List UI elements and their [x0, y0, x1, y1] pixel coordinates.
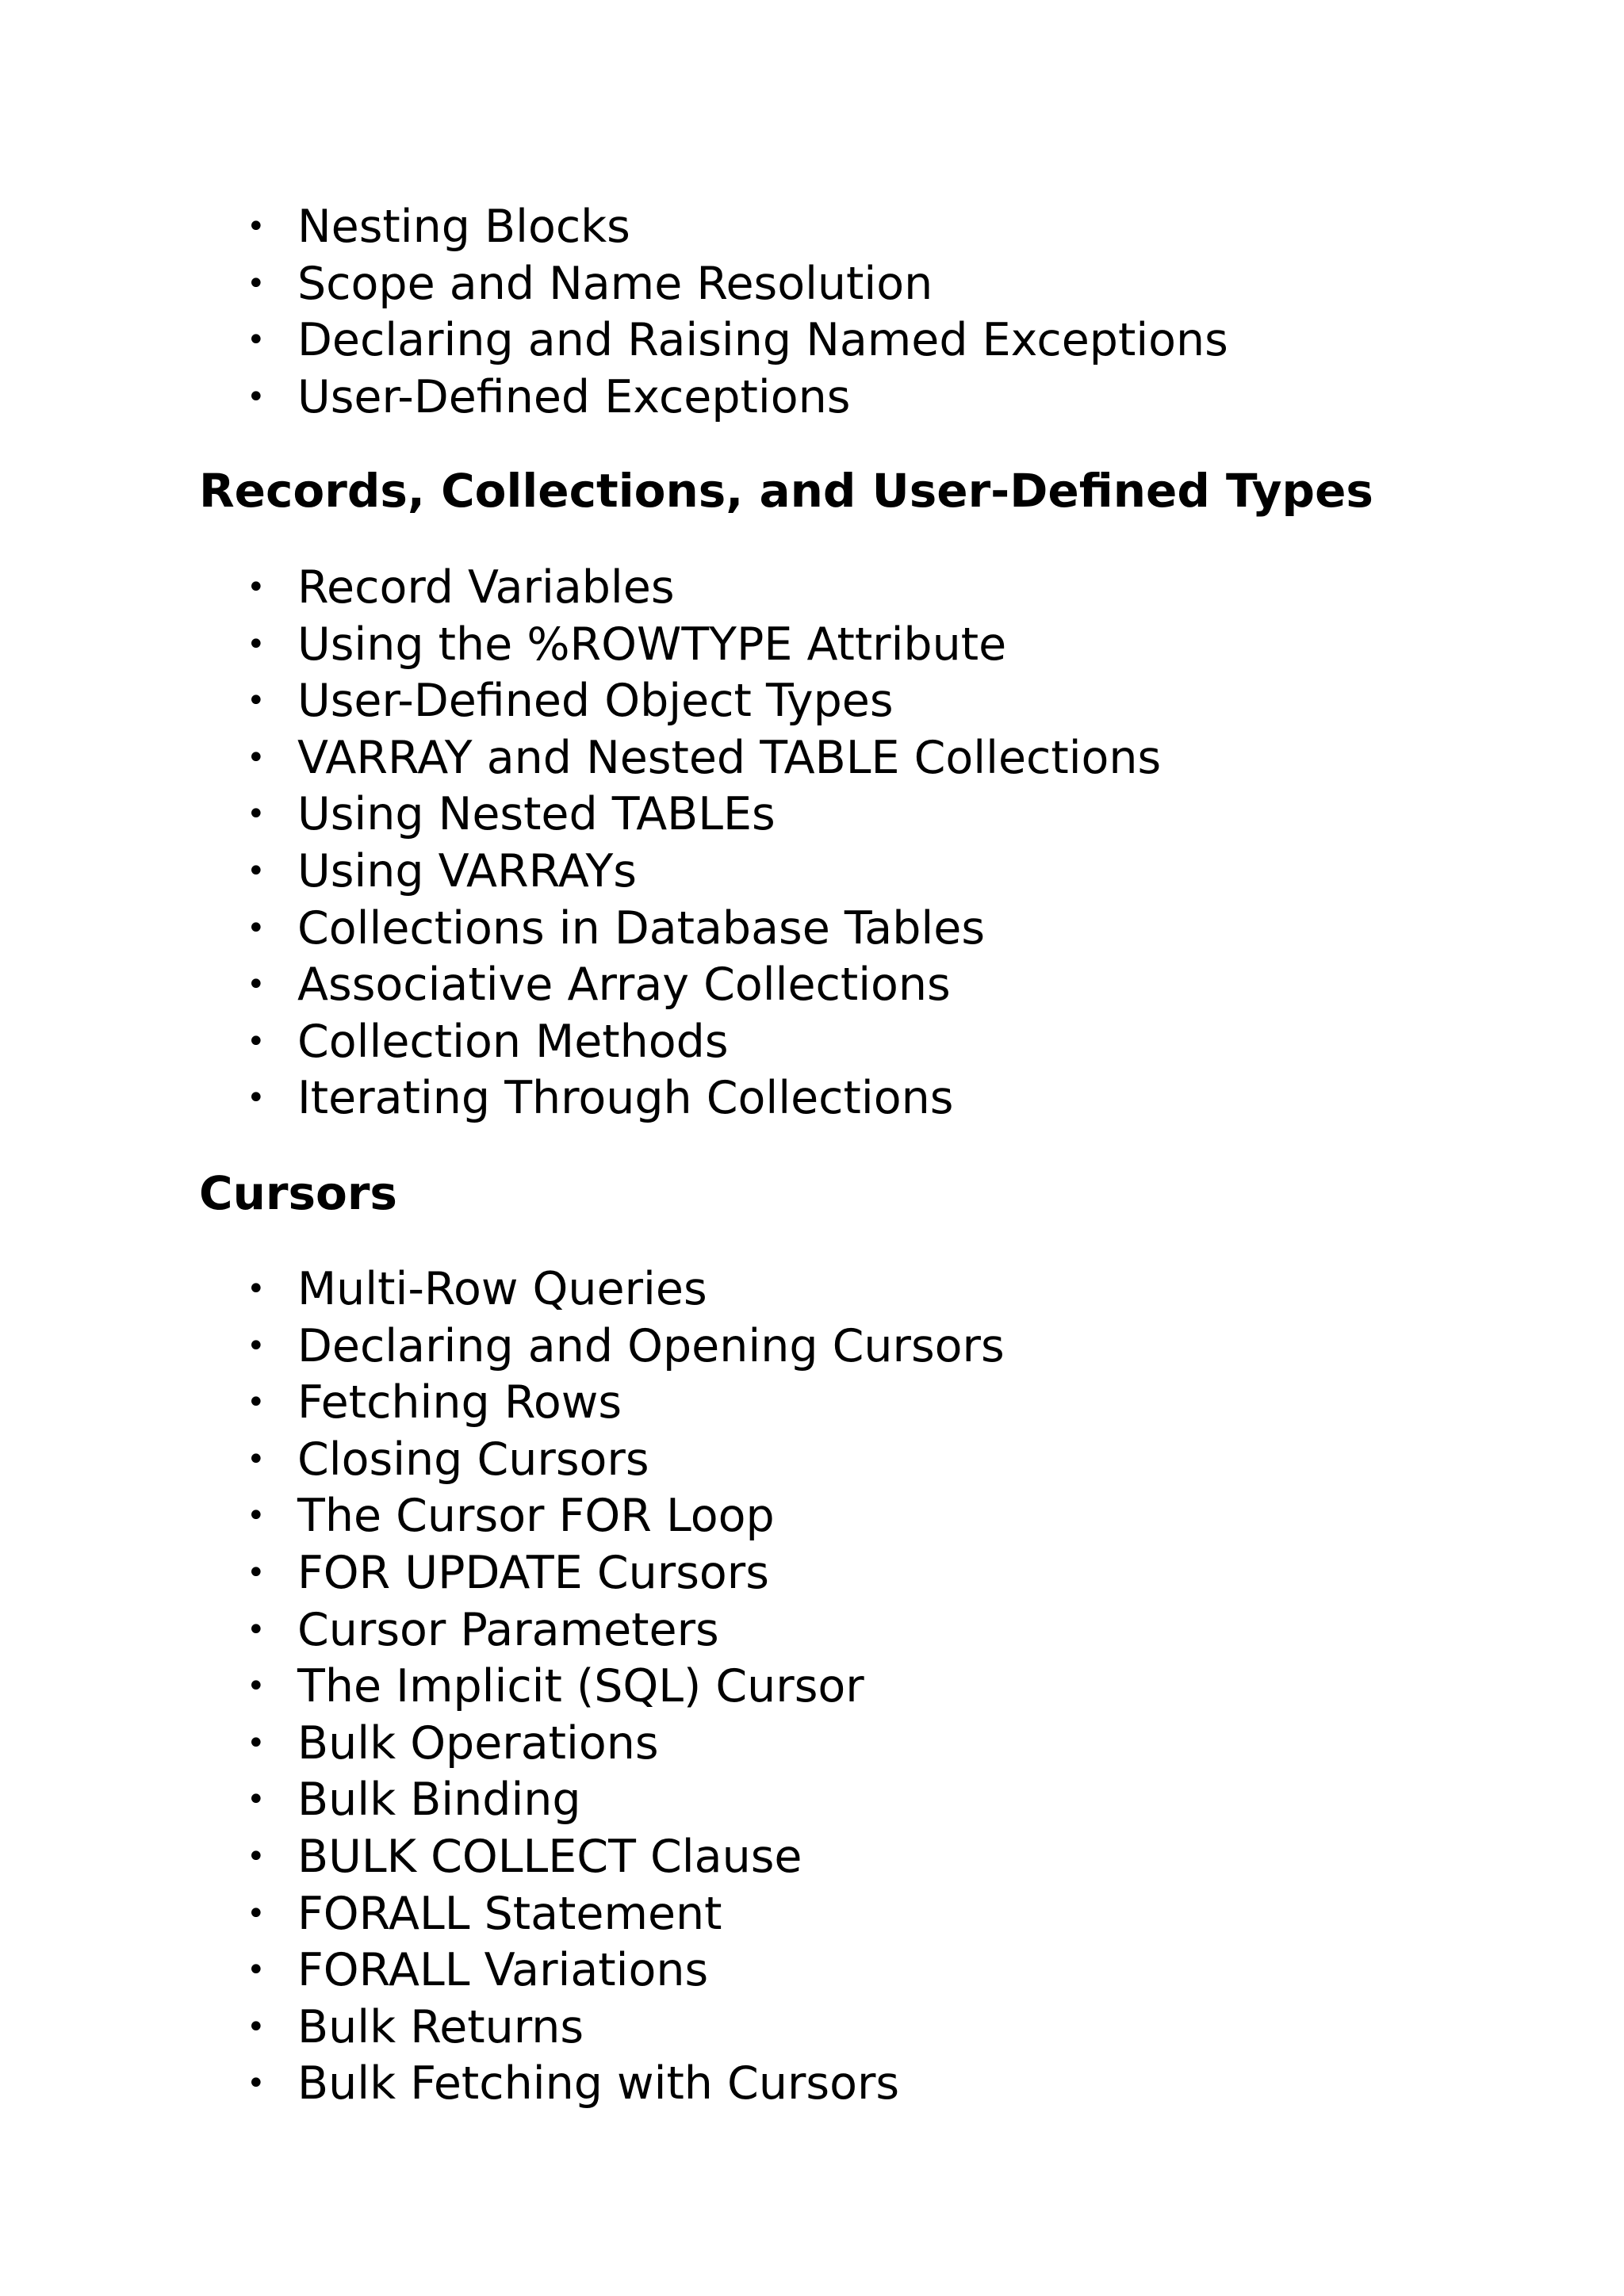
bullet-icon: •: [247, 265, 266, 302]
list-item-label: BULK COLLECT Clause: [297, 1830, 802, 1883]
list-item-label: FOR UPDATE Cursors: [297, 1546, 769, 1599]
section-heading-records: Records, Collections, and User-Defined Types: [199, 464, 1373, 518]
list-item-label: The Implicit (SQL) Cursor: [297, 1660, 864, 1713]
bullet-icon: •: [247, 378, 266, 415]
bullet-icon: •: [247, 569, 266, 606]
list-item-label: FORALL Statement: [297, 1887, 722, 1940]
list-item: [0, 1488, 1624, 1545]
list-item-label: The Cursor FOR Loop: [297, 1490, 775, 1543]
list-item: [0, 199, 1624, 256]
list-item: [0, 901, 1624, 958]
list-item: [0, 1999, 1624, 2057]
list-item-label: Record Variables: [297, 561, 675, 614]
list-item-label: Using Nested TABLEs: [297, 788, 776, 841]
list-item: [0, 1545, 1624, 1602]
list-item-label: Bulk Fetching with Cursors: [297, 2057, 900, 2110]
list-item: [0, 617, 1624, 674]
list-item-label: Iterating Through Collections: [297, 1072, 954, 1125]
list-item-label: User-Defined Object Types: [297, 675, 894, 728]
records-topic-list: [0, 560, 1624, 1127]
cursors-topic-list: [0, 1261, 1624, 2113]
list-item: [0, 1014, 1624, 1071]
list-item: [0, 1772, 1624, 1829]
list-item: [0, 957, 1624, 1014]
list-item-label: Bulk Binding: [297, 1774, 581, 1827]
bullet-icon: •: [247, 1668, 266, 1705]
list-item-label: Declaring and Raising Named Exceptions: [297, 314, 1228, 367]
bullet-icon: •: [247, 909, 266, 947]
list-item: [0, 730, 1624, 787]
list-item-label: Collection Methods: [297, 1015, 729, 1068]
list-item-label: Nesting Blocks: [297, 201, 630, 253]
bullet-icon: •: [247, 1781, 266, 1819]
list-item: [0, 1829, 1624, 1886]
list-item: [0, 673, 1624, 730]
list-item: [0, 844, 1624, 901]
list-item: [0, 1716, 1624, 1773]
list-item: [0, 2056, 1624, 2113]
bullet-icon: •: [247, 1271, 266, 1307]
list-item: [0, 1375, 1624, 1432]
bullet-icon: •: [247, 1023, 266, 1060]
list-item: [0, 1886, 1624, 1943]
list-item-label: Cursor Parameters: [297, 1603, 719, 1656]
list-item-label: Fetching Rows: [297, 1376, 622, 1429]
list-item-label: Bulk Operations: [297, 1716, 659, 1770]
bullet-icon: •: [247, 1441, 266, 1478]
list-item: [0, 1318, 1624, 1376]
list-item-label: Using VARRAYs: [297, 844, 638, 897]
list-item-label: User-Defined Exceptions: [297, 370, 851, 423]
bullet-icon: •: [247, 1611, 266, 1648]
bullet-icon: •: [247, 1498, 266, 1535]
list-item-label: VARRAY and Nested TABLE Collections: [297, 731, 1162, 784]
list-item-label: Multi-Row Queries: [297, 1263, 707, 1315]
list-item: [0, 1432, 1624, 1489]
list-item-label: Closing Cursors: [297, 1433, 649, 1486]
list-item: [0, 560, 1624, 617]
list-item-label: Declaring and Opening Cursors: [297, 1319, 1005, 1372]
list-item: [0, 1261, 1624, 1318]
bullet-icon: •: [247, 1952, 266, 1989]
list-item: [0, 1942, 1624, 1999]
bullet-icon: •: [247, 796, 266, 833]
bullet-icon: •: [247, 1080, 266, 1117]
bullet-icon: •: [247, 1895, 266, 1932]
bullet-icon: •: [247, 1554, 266, 1591]
list-item: [0, 1659, 1624, 1716]
bullet-icon: •: [247, 626, 266, 663]
bullet-icon: •: [247, 2008, 266, 2045]
list-item-label: Bulk Returns: [297, 2000, 584, 2053]
list-item: [0, 369, 1624, 427]
list-item: [0, 256, 1624, 313]
list-item-label: Collections in Database Tables: [297, 901, 986, 955]
bullet-icon: •: [247, 1327, 266, 1364]
bullet-icon: •: [247, 322, 266, 359]
bullet-icon: •: [247, 1384, 266, 1422]
list-item-label: Associative Array Collections: [297, 959, 951, 1012]
list-item-label: FORALL Variations: [297, 1944, 709, 1997]
bullet-icon: •: [247, 852, 266, 890]
list-item-label: Scope and Name Resolution: [297, 257, 933, 310]
exceptions-topic-list: [0, 199, 1624, 426]
list-item-label: Using the %ROWTYPE Attribute: [297, 618, 1007, 671]
bullet-icon: •: [247, 966, 266, 1004]
list-item: [0, 312, 1624, 369]
bullet-icon: •: [247, 1724, 266, 1762]
list-item: [0, 1070, 1624, 1127]
list-item: [0, 1602, 1624, 1659]
list-item: [0, 786, 1624, 844]
bullet-icon: •: [247, 683, 266, 720]
section-heading-cursors: Cursors: [199, 1166, 397, 1220]
bullet-icon: •: [247, 2065, 266, 2103]
bullet-icon: •: [247, 209, 266, 245]
bullet-icon: •: [247, 739, 266, 776]
bullet-icon: •: [247, 1838, 266, 1875]
